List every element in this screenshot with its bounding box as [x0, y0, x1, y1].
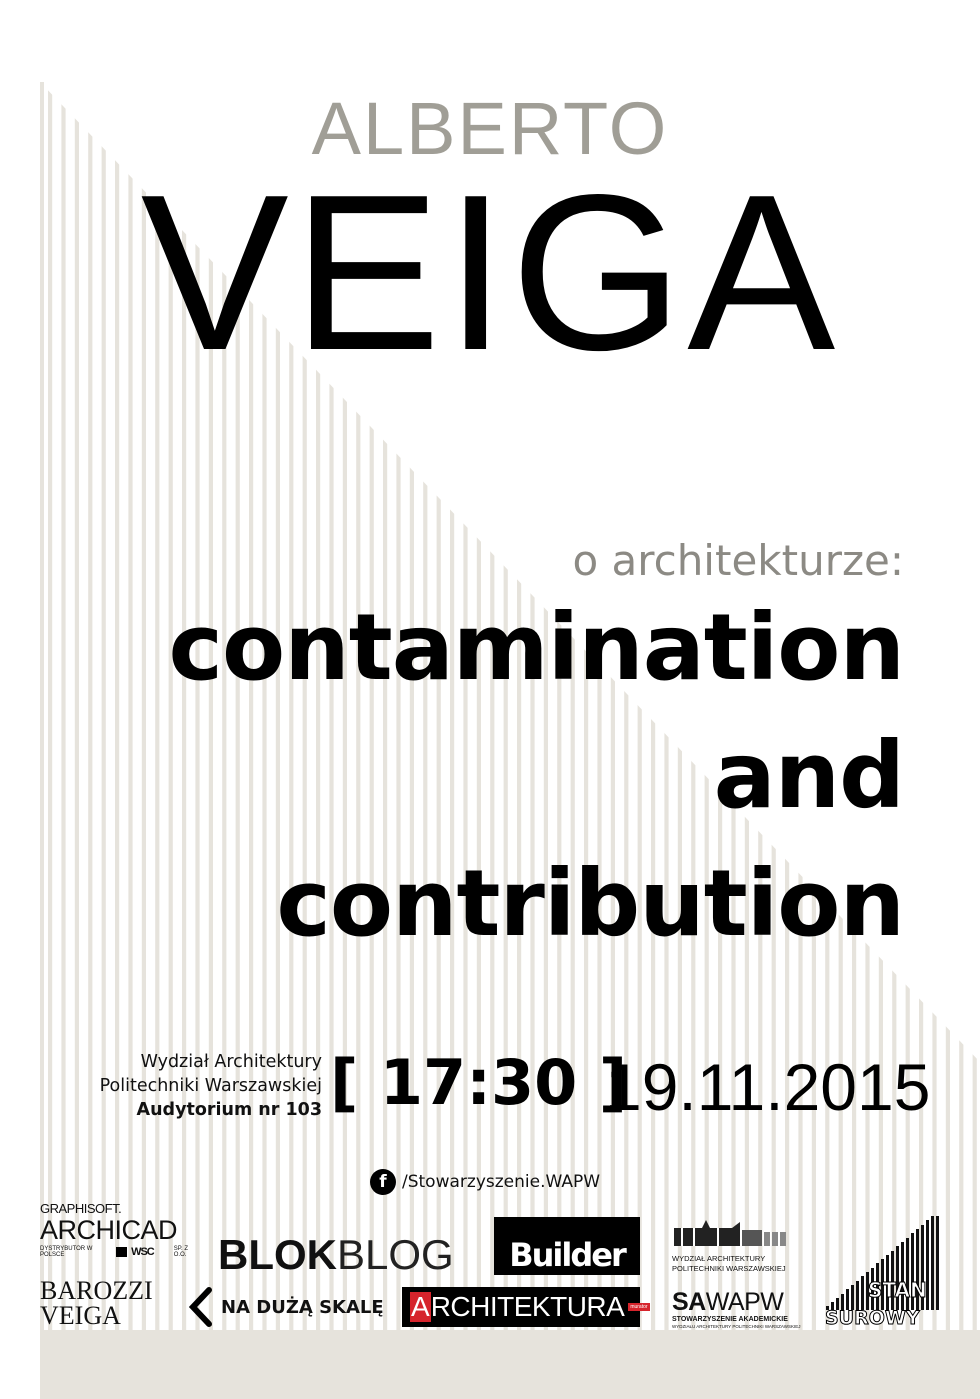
distributor-label: DYSTRYBUTOR W POLSCE — [40, 1246, 93, 1258]
lecture-title-line-3: contribution — [276, 850, 904, 957]
facebook-handle: /Stowarzyszenie.WAPW — [402, 1172, 601, 1192]
wsc-label: WSC — [131, 1246, 154, 1258]
graphisoft-archicad-logo — [40, 1202, 200, 1272]
stan-bar — [861, 1276, 864, 1310]
architektura-label: RCHITEKTURA — [430, 1291, 625, 1322]
event-time: [ 17:30 ] — [330, 1046, 628, 1119]
blokblog-light: BLOG — [337, 1231, 454, 1278]
wapw-building-icon — [672, 1216, 792, 1250]
wsc-square-icon — [116, 1247, 127, 1257]
event-date: 19.11.2015 — [605, 1050, 931, 1124]
murator-tag: murator — [630, 1304, 648, 1310]
graphisoft-label: GRAPHISOFT. — [40, 1201, 122, 1216]
venue-faculty: Wydział Architektury — [140, 1052, 322, 1072]
surowy-label: SUROWY — [825, 1307, 920, 1329]
na-duza-skale-logo — [185, 1286, 384, 1328]
archicad-label: ARCHICAD — [40, 1215, 178, 1245]
facebook-icon: f — [370, 1169, 396, 1195]
sawapw-sa: SA — [672, 1288, 706, 1316]
lecture-title-line-2: and — [713, 722, 904, 829]
na-duza-skale-label: NA DUŻĄ SKALĘ — [221, 1296, 384, 1318]
venue-room: Audytorium nr 103 — [136, 1100, 322, 1120]
bottom-band — [40, 1330, 980, 1399]
facebook-link[interactable] — [370, 1168, 600, 1196]
lecture-title-line-1: contamination — [168, 594, 904, 701]
architektura-murator-logo — [402, 1287, 648, 1327]
series-label: o architekturze: — [572, 536, 904, 585]
veiga-label: VEIGA — [40, 1301, 121, 1330]
blokblog-logo — [218, 1231, 454, 1278]
stan-label: STAN — [868, 1278, 927, 1302]
sawapw-wapw: WAPW — [705, 1288, 784, 1316]
architektura-a-mark: A — [411, 1291, 430, 1322]
venue — [40, 1050, 322, 1122]
stan-bar — [936, 1216, 939, 1310]
stan-bar — [931, 1216, 934, 1310]
wapw-line-2: POLITECHNIKI WARSZAWSKIEJ — [672, 1264, 786, 1273]
sawapw-sub-1: STOWARZYSZENIE AKADEMICKIE — [672, 1316, 788, 1323]
barozzi-veiga-logo — [40, 1278, 180, 1328]
chevron-left-icon — [185, 1286, 215, 1328]
wapw-line-1: WYDZIAŁ ARCHITEKTURY — [672, 1254, 766, 1263]
builder-logo — [494, 1217, 640, 1275]
sawapw-logo — [672, 1290, 802, 1330]
speaker-first-name: ALBERTO — [311, 87, 669, 170]
speaker-last-name: VEIGA — [140, 149, 840, 397]
stan-bar — [856, 1281, 859, 1310]
wapw-logo — [672, 1216, 802, 1276]
barozzi-label: BAROZZI — [40, 1276, 153, 1305]
wsc-company-label: SP. Z O.O. — [173, 1246, 188, 1258]
builder-label: Builder — [509, 1236, 625, 1274]
stan-surowy-logo — [822, 1216, 942, 1328]
sawapw-sub-2: WYDZIAŁU ARCHITEKTURY POLITECHNIKI WARSZAWSKIEJ — [672, 1324, 801, 1329]
blokblog-bold: BLOK — [218, 1231, 337, 1278]
venue-university: Politechniki Warszawskiej — [99, 1076, 322, 1096]
